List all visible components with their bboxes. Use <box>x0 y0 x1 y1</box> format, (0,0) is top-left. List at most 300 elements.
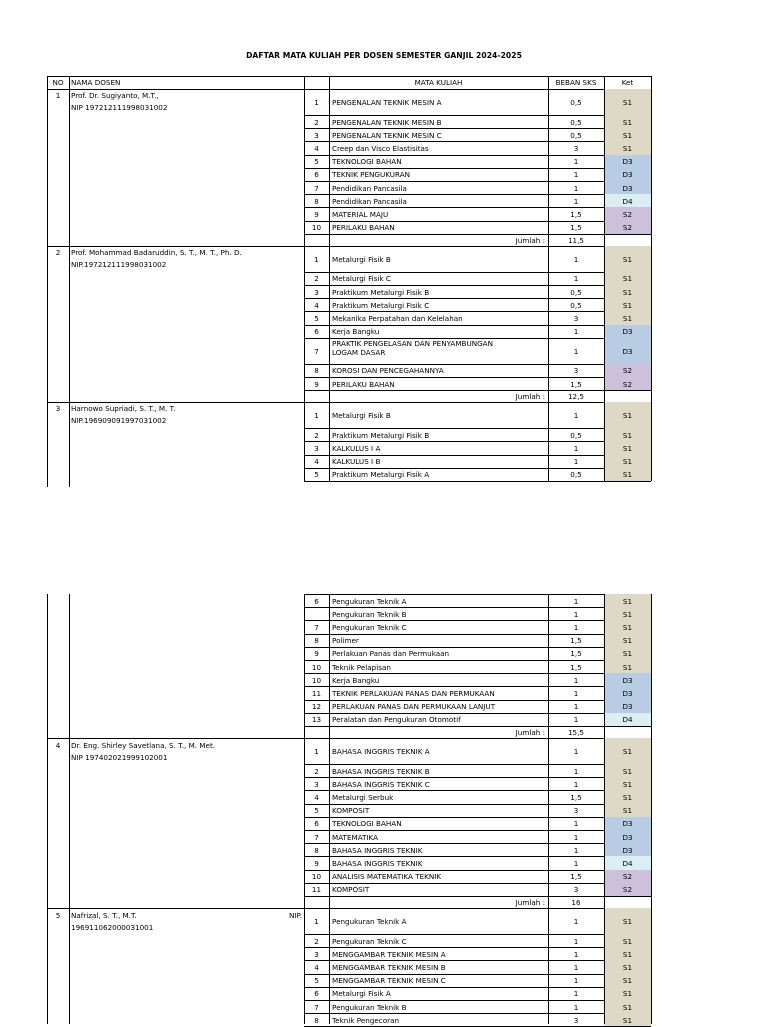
grid-line <box>304 141 651 142</box>
course-ket: S1 <box>622 430 633 440</box>
course-name: Metalurgi Fisik A <box>332 989 391 999</box>
course-ket: S2 <box>622 379 633 389</box>
course-number: 7 <box>314 832 319 842</box>
course-sks: 1 <box>573 596 579 606</box>
grid-line <box>47 738 651 739</box>
course-sks: 0,5 <box>570 117 582 127</box>
course-number: 9 <box>314 649 319 659</box>
course-name: PRAKTIK PENGELASAN DAN PENYAMBUNGAN <box>332 338 493 348</box>
grid-line <box>304 168 651 169</box>
course-ket: D3 <box>622 346 633 356</box>
course-number: 4 <box>314 144 319 153</box>
course-number: 13 <box>311 715 322 725</box>
course-number: 9 <box>314 210 319 219</box>
course-sks: 1 <box>573 609 579 619</box>
course-sks: 1 <box>573 936 579 946</box>
course-ket: D3 <box>622 819 633 829</box>
course-name: TEKNOLOGI BAHAN <box>332 819 402 829</box>
course-name: KALKULUS I B <box>332 457 381 467</box>
course-ket: S2 <box>622 366 633 376</box>
course-sks: 1 <box>573 832 579 842</box>
course-ket: S2 <box>622 210 633 219</box>
course-name: Pengukuran Teknik B <box>332 1002 407 1012</box>
course-number: 4 <box>314 300 319 310</box>
grid-line <box>69 594 70 1024</box>
course-number: 2 <box>314 274 319 284</box>
course-sks: 1 <box>573 183 579 193</box>
total-label: Jumlah : <box>515 898 545 907</box>
course-ket: S1 <box>622 98 633 107</box>
grid-line <box>304 298 651 299</box>
grid-line <box>548 76 549 481</box>
grid-line <box>304 390 651 391</box>
grid-line <box>304 634 651 635</box>
course-number: 6 <box>314 327 319 337</box>
course-ket: S1 <box>622 596 633 606</box>
course-number: 2 <box>314 766 319 776</box>
lecturer-name: Prof. Dr. Sugiyanto, M.T., <box>71 91 159 100</box>
grid-line <box>304 686 651 687</box>
course-name: Kerja Bangku <box>332 327 380 337</box>
course-name: Creep dan Visco Elastisitas <box>332 144 429 153</box>
course-sks: 1 <box>573 623 579 632</box>
course-name: Polimer <box>332 636 359 646</box>
grid-line <box>69 76 70 487</box>
course-ket: S1 <box>622 976 633 986</box>
course-name: KOMPOSIT <box>332 806 370 816</box>
course-sks: 0,5 <box>570 300 582 310</box>
course-number: 5 <box>314 314 319 323</box>
course-name: KALKULUS I A <box>332 444 381 453</box>
course-sks: 1 <box>573 976 579 986</box>
grid-line <box>304 896 651 897</box>
course-sks: 1 <box>573 963 579 972</box>
course-sks: 1 <box>573 859 579 868</box>
header-nama-dosen: NAMA DOSEN <box>71 78 121 87</box>
course-number: 5 <box>314 470 319 480</box>
course-sks: 1,5 <box>570 210 582 219</box>
grid-line <box>47 246 651 247</box>
course-name: MENGGAMBAR TEKNIK MESIN B <box>332 963 446 972</box>
course-name: Praktikum Metalurgi Fisik B <box>332 287 430 297</box>
grid-line <box>304 673 651 674</box>
grid-line <box>304 856 651 857</box>
course-ket: D3 <box>622 702 633 712</box>
course-ket: D3 <box>622 689 633 698</box>
course-sks: 3 <box>573 314 579 323</box>
grid-line <box>304 207 651 208</box>
course-name: BAHASA INGGRIS TEKNIK <box>332 859 423 868</box>
grid-line <box>304 481 651 482</box>
course-sks: 3 <box>573 806 579 816</box>
course-name: Praktikum Metalurgi Fisik A <box>332 470 430 480</box>
course-number: 7 <box>314 1002 319 1012</box>
course-sks: 1 <box>573 411 579 421</box>
course-ket: S1 <box>622 144 633 153</box>
grid-line <box>304 76 305 481</box>
course-number: 5 <box>314 157 319 167</box>
grid-line <box>304 660 651 661</box>
course-sks: 1 <box>573 196 579 206</box>
grid-line <box>304 790 651 791</box>
grid-line <box>304 325 651 326</box>
lecturer-nip: NIP 197402021999102001 <box>71 753 168 762</box>
lecturer-nip-label: NIP. <box>289 911 302 920</box>
course-sks: 1 <box>573 346 579 356</box>
course-ket: D3 <box>622 183 633 193</box>
course-name: PENGENALAN TEKNIK MESIN C <box>332 130 442 140</box>
course-number: 1 <box>314 98 319 107</box>
course-ket: S1 <box>622 649 633 659</box>
total-value: 15,5 <box>567 728 584 737</box>
course-name: Pengukuran Teknik A <box>332 917 407 926</box>
course-name: MENGGAMBAR TEKNIK MESIN C <box>332 976 446 986</box>
course-ket: S1 <box>622 793 633 802</box>
course-name: Peralatan dan Pengukuran Otomotif <box>332 715 461 725</box>
total-value: 11,5 <box>567 235 584 245</box>
course-name: PERILAKU BAHAN <box>332 223 395 233</box>
course-sks: 1,5 <box>570 636 582 646</box>
course-name: Pengukuran Teknik A <box>332 596 407 606</box>
grid-line <box>329 594 330 1024</box>
grid-line <box>304 843 651 844</box>
course-number: 8 <box>314 366 319 376</box>
course-ket: S1 <box>622 314 633 323</box>
course-number: 6 <box>314 989 319 999</box>
course-ket: S1 <box>622 936 633 946</box>
course-number: 10 <box>311 662 322 672</box>
course-ket: S1 <box>622 917 633 926</box>
course-ket: S1 <box>622 1015 633 1025</box>
course-name: KOROSI DAN PENCEGAHANNYA <box>332 366 444 376</box>
course-number: 2 <box>314 430 319 440</box>
grid-line <box>304 194 651 195</box>
grid-line <box>304 830 651 831</box>
course-name: Perlakuan Panas dan Permukaan <box>332 649 450 659</box>
lecturer-nip: NIP 197212111998031002 <box>71 103 168 112</box>
grid-line <box>304 1000 651 1001</box>
course-name: BAHASA INGGRIS TEKNIK <box>332 845 423 855</box>
course-ket: S1 <box>622 779 633 789</box>
course-name: MATERIAL MAJU <box>332 210 389 219</box>
course-number: 10 <box>311 872 322 882</box>
course-number: 11 <box>311 885 322 895</box>
grid-line <box>304 594 651 595</box>
course-name: Pendidikan Pancasila <box>332 183 407 193</box>
grid-line <box>304 455 651 456</box>
course-name: Teknik Pengecoran <box>332 1015 400 1025</box>
course-name: Metalurgi Fisik C <box>332 274 391 284</box>
course-sks: 1 <box>573 1002 579 1012</box>
course-sks: 1,5 <box>570 662 582 672</box>
course-sks: 1 <box>573 747 579 756</box>
grid-line <box>304 870 651 871</box>
course-sks: 1 <box>573 157 579 167</box>
grid-line <box>304 883 651 884</box>
course-number <box>304 610 329 619</box>
course-name: KOMPOSIT <box>332 885 370 895</box>
lecturer-number: 2 <box>55 247 61 257</box>
course-ket: S1 <box>622 130 633 140</box>
course-sks: 1 <box>573 917 579 926</box>
course-sks: 1 <box>573 949 579 959</box>
course-number: 7 <box>314 346 319 356</box>
course-ket: S1 <box>622 662 633 672</box>
course-ket: S1 <box>622 300 633 310</box>
course-name: BAHASA INGGRIS TEKNIK B <box>332 766 430 776</box>
grid-line <box>304 364 651 365</box>
course-sks: 1,5 <box>570 793 582 802</box>
lecturer-number: 4 <box>55 741 61 750</box>
course-sks: 1,5 <box>570 223 582 233</box>
grid-line <box>304 934 651 935</box>
course-number: 7 <box>314 183 319 193</box>
total-value: 16 <box>571 898 581 907</box>
course-sks: 0,5 <box>570 430 582 440</box>
course-sks: 1 <box>573 327 579 337</box>
grid-line <box>304 620 651 621</box>
course-sks: 3 <box>573 366 579 376</box>
course-name: Pengukuran Teknik C <box>332 936 407 946</box>
total-label: Jumlah : <box>515 392 545 402</box>
course-name: BAHASA INGGRIS TEKNIK A <box>332 747 430 756</box>
course-sks: 1 <box>573 702 579 712</box>
grid-line <box>47 908 651 909</box>
lecturer-number: 1 <box>55 91 61 100</box>
course-ket: D4 <box>622 715 633 725</box>
grid-line <box>304 181 651 182</box>
course-ket: S1 <box>622 411 633 421</box>
course-sks: 1 <box>573 779 579 789</box>
total-label: Jumlah : <box>515 728 545 737</box>
grid-line <box>651 76 652 481</box>
grid-line <box>304 115 651 116</box>
course-number: 9 <box>314 859 319 868</box>
course-name: TEKNIK PENGUKURAN <box>332 170 410 180</box>
course-number: 7 <box>314 623 319 632</box>
course-ket: S2 <box>622 872 633 882</box>
course-name: MENGGAMBAR TEKNIK MESIN A <box>332 949 446 959</box>
total-value: 12,5 <box>567 392 584 402</box>
lecturer-name: Harnowo Supriadi, S. T., M. T. <box>71 404 176 414</box>
course-ket: S1 <box>622 1002 633 1012</box>
course-number: 8 <box>314 845 319 855</box>
course-ket: D3 <box>622 845 633 855</box>
course-number: 11 <box>311 689 322 698</box>
course-name-line2: LOGAM DASAR <box>332 347 386 357</box>
grid-line <box>47 402 651 403</box>
course-name: Mekanika Perpatahan dan Kelelahan <box>332 314 463 323</box>
course-sks: 1 <box>573 254 579 264</box>
course-ket: S1 <box>622 457 633 467</box>
course-name: BAHASA INGGRIS TEKNIK C <box>332 779 430 789</box>
course-sks: 0,5 <box>570 470 582 480</box>
course-name: TEKNOLOGI BAHAN <box>332 157 402 167</box>
course-number: 6 <box>314 596 319 606</box>
grid-line <box>304 468 651 469</box>
course-sks: 0,5 <box>570 130 582 140</box>
course-ket: S1 <box>622 747 633 756</box>
course-ket: S1 <box>622 470 633 480</box>
course-number: 10 <box>311 675 322 685</box>
grid-line <box>304 221 651 222</box>
course-number: 8 <box>314 636 319 646</box>
lecturer-nip: 196911062000031001 <box>71 923 154 932</box>
course-ket: S1 <box>622 963 633 972</box>
grid-line <box>304 726 651 727</box>
grid-line <box>304 311 651 312</box>
course-name: Teknik Pelapisan <box>332 662 391 672</box>
course-name: Metalurgi Serbuk <box>332 793 394 802</box>
total-label: Jumlah : <box>515 235 545 245</box>
course-sks: 0,5 <box>570 98 582 107</box>
grid-line <box>304 817 651 818</box>
course-number: 1 <box>314 411 319 421</box>
grid-line <box>304 987 651 988</box>
header-ket: Ket <box>621 78 634 87</box>
grid-line <box>304 234 651 235</box>
course-number: 3 <box>314 444 319 453</box>
course-ket: S1 <box>622 623 633 632</box>
course-ket: D3 <box>622 170 633 180</box>
course-ket: S1 <box>622 274 633 284</box>
course-number: 2 <box>314 117 319 127</box>
grid-line <box>47 76 48 487</box>
grid-line <box>304 155 651 156</box>
course-number: 10 <box>311 223 322 233</box>
course-number: 1 <box>314 747 319 756</box>
course-ket: D3 <box>622 327 633 337</box>
grid-line <box>304 974 651 975</box>
course-name: Metalurgi Fisik B <box>332 411 391 421</box>
grid-line <box>47 89 651 90</box>
course-ket: D3 <box>622 675 633 685</box>
grid-line <box>304 647 651 648</box>
grid-line <box>304 128 651 129</box>
course-number: 1 <box>314 254 319 264</box>
course-number: 3 <box>314 130 319 140</box>
course-sks: 3 <box>573 144 579 153</box>
course-number: 4 <box>314 457 319 467</box>
course-sks: 3 <box>573 1015 579 1025</box>
course-number: 6 <box>314 819 319 829</box>
course-number: 4 <box>314 963 319 972</box>
course-number: 5 <box>314 806 319 816</box>
grid-line <box>604 76 605 481</box>
course-name: TEKNIK PERLAKUAN PANAS DAN PERMUKAAN <box>332 689 495 698</box>
course-sks: 1 <box>573 675 579 685</box>
course-ket: S2 <box>622 885 633 895</box>
course-ket: S1 <box>622 287 633 297</box>
lecturer-number: 5 <box>55 911 61 920</box>
course-ket: S1 <box>622 766 633 776</box>
course-sks: 1,5 <box>570 872 582 882</box>
course-sks: 1 <box>573 444 579 453</box>
course-name: Kerja Bangku <box>332 675 380 685</box>
lecturer-nip: NIP.197212111998031002 <box>71 259 167 269</box>
grid-line <box>304 947 651 948</box>
grid-line <box>304 272 651 273</box>
course-sks: 3 <box>573 885 579 895</box>
course-number: 3 <box>314 287 319 297</box>
course-name: Metalurgi Fisik B <box>332 254 391 264</box>
lecturer-name: Nafrizal, S. T., M.T. <box>71 911 137 920</box>
course-name: Pengukuran Teknik B <box>332 609 407 619</box>
course-sks: 1 <box>573 457 579 467</box>
course-sks: 0,5 <box>570 287 582 297</box>
grid-line <box>304 700 651 701</box>
course-number: 8 <box>314 196 319 206</box>
course-sks: 1 <box>573 689 579 698</box>
course-ket: S1 <box>622 949 633 959</box>
header-mata-kuliah: MATA KULIAH <box>414 78 463 87</box>
grid-line <box>304 804 651 805</box>
course-ket: S1 <box>622 806 633 816</box>
grid-line <box>304 428 651 429</box>
lecturer-name: Prof. Mohammad Badaruddin, S. T., M. T., Ph. D. <box>71 247 242 257</box>
grid-line <box>548 594 549 1024</box>
grid-line <box>304 594 305 1024</box>
grid-line <box>304 377 651 378</box>
lecturer-nip: NIP.196909091997031002 <box>71 416 167 426</box>
course-sks: 1 <box>573 715 579 725</box>
course-number: 1 <box>314 917 319 926</box>
grid-line <box>304 777 651 778</box>
course-ket: S1 <box>622 989 633 999</box>
course-name: ANALISIS MATEMATIKA TEKNIK <box>332 872 442 882</box>
grid-line <box>304 285 651 286</box>
grid-line <box>304 441 651 442</box>
course-number: 9 <box>314 379 319 389</box>
course-sks: 1 <box>573 819 579 829</box>
grid-line <box>651 594 652 1024</box>
course-sks: 1 <box>573 766 579 776</box>
course-sks: 1 <box>573 989 579 999</box>
grid-line <box>304 764 651 765</box>
course-name: Pengukuran Teknik C <box>332 623 407 632</box>
course-number: 3 <box>314 949 319 959</box>
header-no: NO <box>52 78 64 87</box>
course-ket: D3 <box>622 832 633 842</box>
course-ket: S1 <box>622 444 633 453</box>
grid-line <box>304 607 651 608</box>
lecturer-name: Dr. Eng. Shirley Savetlana, S. T., M. Met. <box>71 741 216 750</box>
course-number: 12 <box>311 702 322 712</box>
course-sks: 1 <box>573 274 579 284</box>
course-ket: S1 <box>622 254 633 264</box>
course-name: Praktikum Metalurgi Fisik B <box>332 430 430 440</box>
course-ket: S1 <box>622 609 633 619</box>
course-name: MATEMATIKA <box>332 832 379 842</box>
course-name: PERLAKUAN PANAS DAN PERMUKAAN LANJUT <box>332 702 496 712</box>
course-ket: S2 <box>622 223 633 233</box>
course-number: 8 <box>314 1015 319 1025</box>
course-number: 5 <box>314 976 319 986</box>
course-ket: S1 <box>622 117 633 127</box>
course-name: PERILAKU BAHAN <box>332 379 395 389</box>
grid-line <box>47 76 651 77</box>
course-name: PENGENALAN TEKNIK MESIN A <box>332 98 442 107</box>
lecturer-number: 3 <box>55 404 61 414</box>
grid-line <box>304 1013 651 1014</box>
header-beban-sks: BEBAN SKS <box>555 78 597 87</box>
course-name: PENGENALAN TEKNIK MESIN B <box>332 117 442 127</box>
course-sks: 1,5 <box>570 379 582 389</box>
course-sks: 1 <box>573 170 579 180</box>
grid-line <box>329 76 330 481</box>
document-title: DAFTAR MATA KULIAH PER DOSEN SEMESTER GANJIL 2024-2025 <box>246 51 522 60</box>
course-name: Pendidikan Pancasila <box>332 196 407 206</box>
